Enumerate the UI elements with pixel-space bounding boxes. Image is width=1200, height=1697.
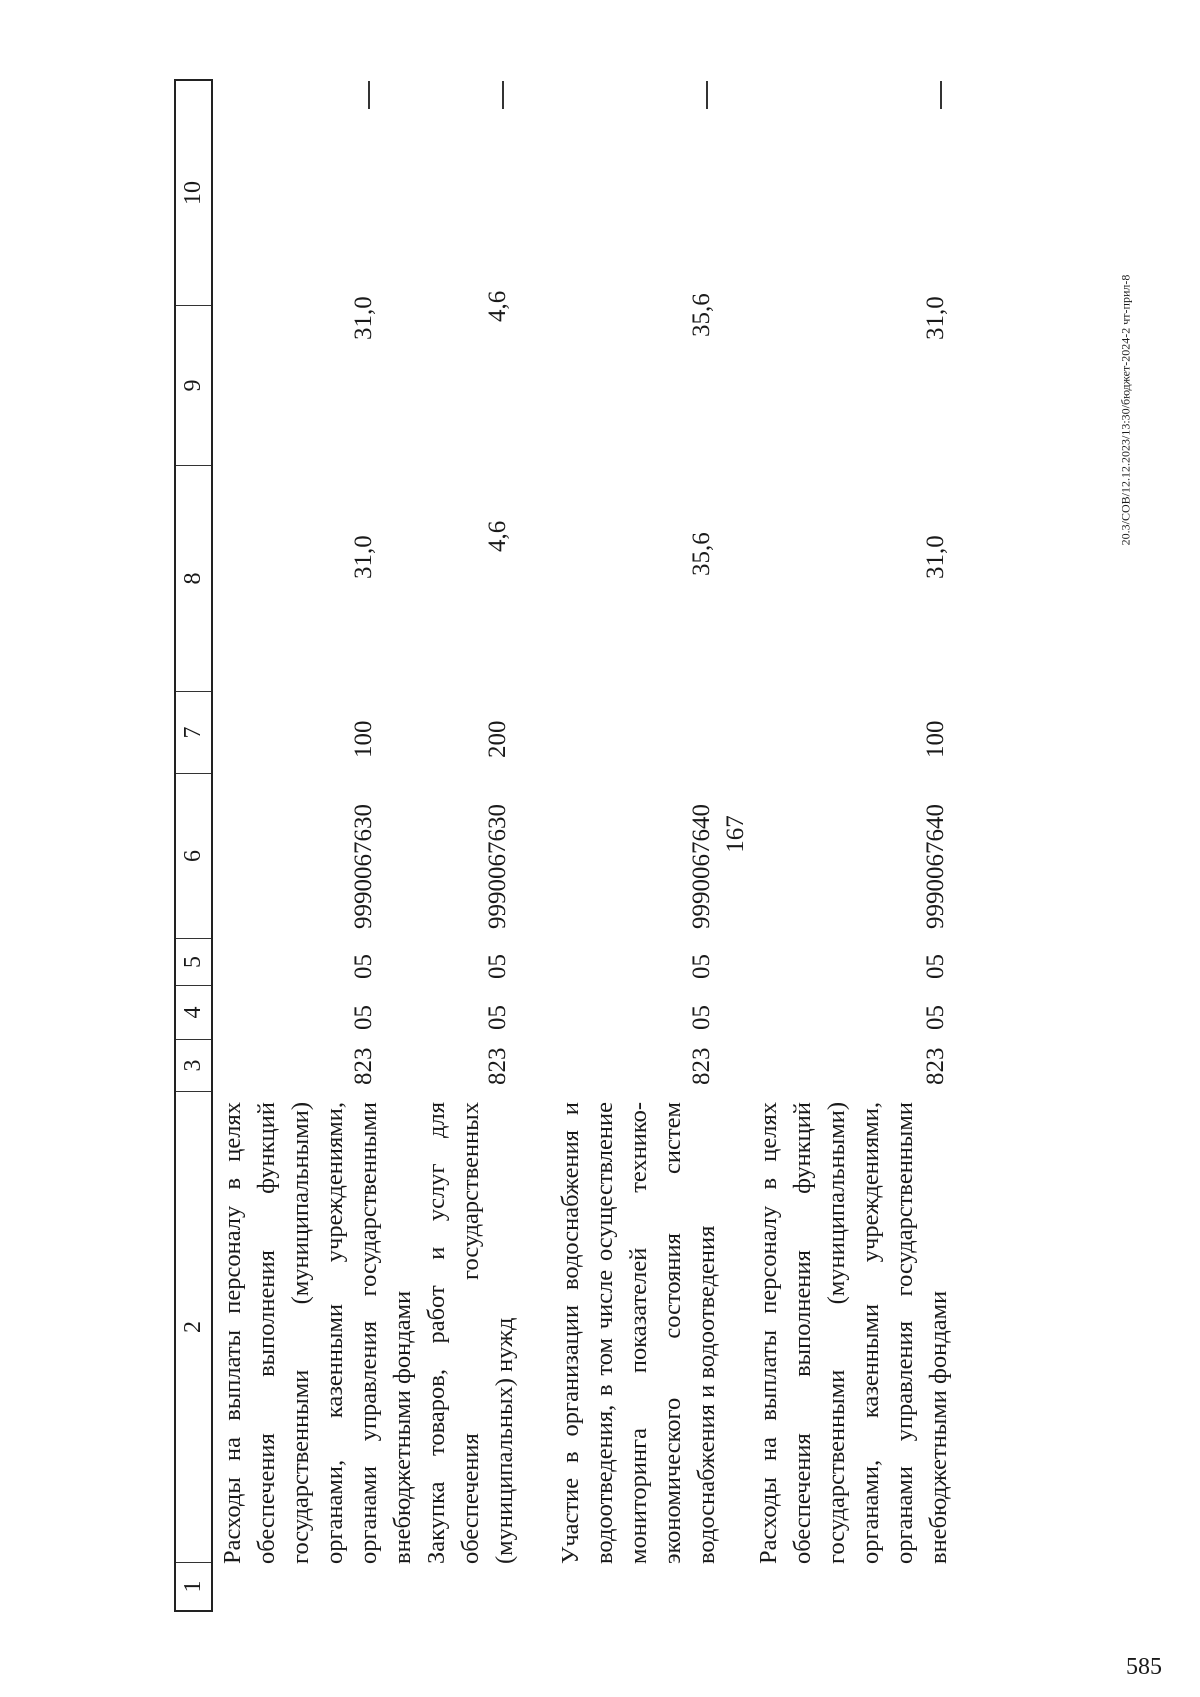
row-description: Участие в организации водоснабжения и водоотведения, в том числе осуществление мониторинга показателей технико-экономического состояния систем водоснабжения и водоотведения bbox=[557, 1102, 720, 1564]
column-header: 3 bbox=[176, 1040, 211, 1092]
cell-col5: 05 bbox=[350, 954, 377, 979]
cell-col4: 05 bbox=[688, 1005, 715, 1030]
cell-col9: 31,0 bbox=[922, 296, 949, 340]
cell-col4: 05 bbox=[484, 1005, 511, 1030]
cell-col3: 823 bbox=[688, 1047, 715, 1085]
table-row bbox=[554, 79, 724, 1612]
cell-col7: 100 bbox=[922, 720, 949, 758]
cell-col5: 05 bbox=[484, 954, 511, 979]
table-row bbox=[752, 79, 956, 1612]
cell-col8: 35,6 bbox=[688, 532, 715, 576]
cell-col9: 31,0 bbox=[350, 296, 377, 340]
row-description: Закупка товаров, работ и услуг для обеспечения государственных (муниципальных) нужд bbox=[423, 1102, 518, 1564]
column-header: 9 bbox=[176, 306, 211, 466]
table-header-row bbox=[174, 79, 213, 1612]
column-header: 5 bbox=[176, 939, 211, 986]
page-number: 167 bbox=[722, 815, 749, 853]
cell-col5: 05 bbox=[688, 954, 715, 979]
row-description: Расходы на выплаты персоналу в целях обеспечения выполнения функций государственными (муниципальными) органами, казенными учреждениями, органами управления государственными внебюджетными фондами bbox=[219, 1102, 416, 1564]
row-description: Расходы на выплаты персоналу в целях обеспечения выполнения функций государственными (муниципальными) органами, казенными учреждениями, органами управления государственными внебюджетными фондами bbox=[755, 1102, 952, 1564]
cell-col9: 4,6 bbox=[484, 290, 511, 322]
cell-col8: 31,0 bbox=[350, 535, 377, 579]
table-row bbox=[420, 79, 524, 1612]
cell-col4: 05 bbox=[350, 1005, 377, 1030]
column-header: 1 bbox=[180, 1580, 206, 1593]
column-header: 6 bbox=[176, 774, 211, 939]
cell-col4: 05 bbox=[922, 1005, 949, 1030]
table-row bbox=[216, 79, 416, 1612]
cell-col8: 31,0 bbox=[922, 535, 949, 579]
footer-document-code: 20.3/СОВ/12.12.2023/13:30/бюджет-2024-2 чт-прил-8 bbox=[1118, 274, 1133, 546]
cell-col6: 9990067640 bbox=[922, 804, 949, 929]
cell-col8: 4,6 bbox=[484, 520, 511, 552]
cell-col5: 05 bbox=[922, 954, 949, 979]
cell-col3: 823 bbox=[484, 1047, 511, 1085]
column-header: 2 bbox=[176, 1092, 211, 1563]
sheet-number: 585 bbox=[1126, 1654, 1162, 1680]
cell-col10-dash bbox=[368, 81, 370, 109]
cell-col6: 9990067630 bbox=[350, 804, 377, 929]
cell-col7: 200 bbox=[484, 720, 511, 758]
cell-col9: 35,6 bbox=[688, 293, 715, 337]
cell-col7: 100 bbox=[350, 720, 377, 758]
column-header: 4 bbox=[176, 986, 211, 1040]
cell-col10-dash bbox=[502, 81, 504, 109]
cell-col10-dash bbox=[706, 81, 708, 109]
column-header: 7 bbox=[176, 692, 211, 774]
cell-col6: 9990067630 bbox=[484, 804, 511, 929]
column-header: 10 bbox=[176, 81, 211, 306]
budget-table bbox=[174, 79, 1074, 1612]
column-header: 8 bbox=[176, 466, 211, 692]
cell-col6: 9990067640 bbox=[688, 804, 715, 929]
cell-col3: 823 bbox=[350, 1047, 377, 1085]
cell-col3: 823 bbox=[922, 1047, 949, 1085]
cell-col10-dash bbox=[940, 81, 942, 109]
